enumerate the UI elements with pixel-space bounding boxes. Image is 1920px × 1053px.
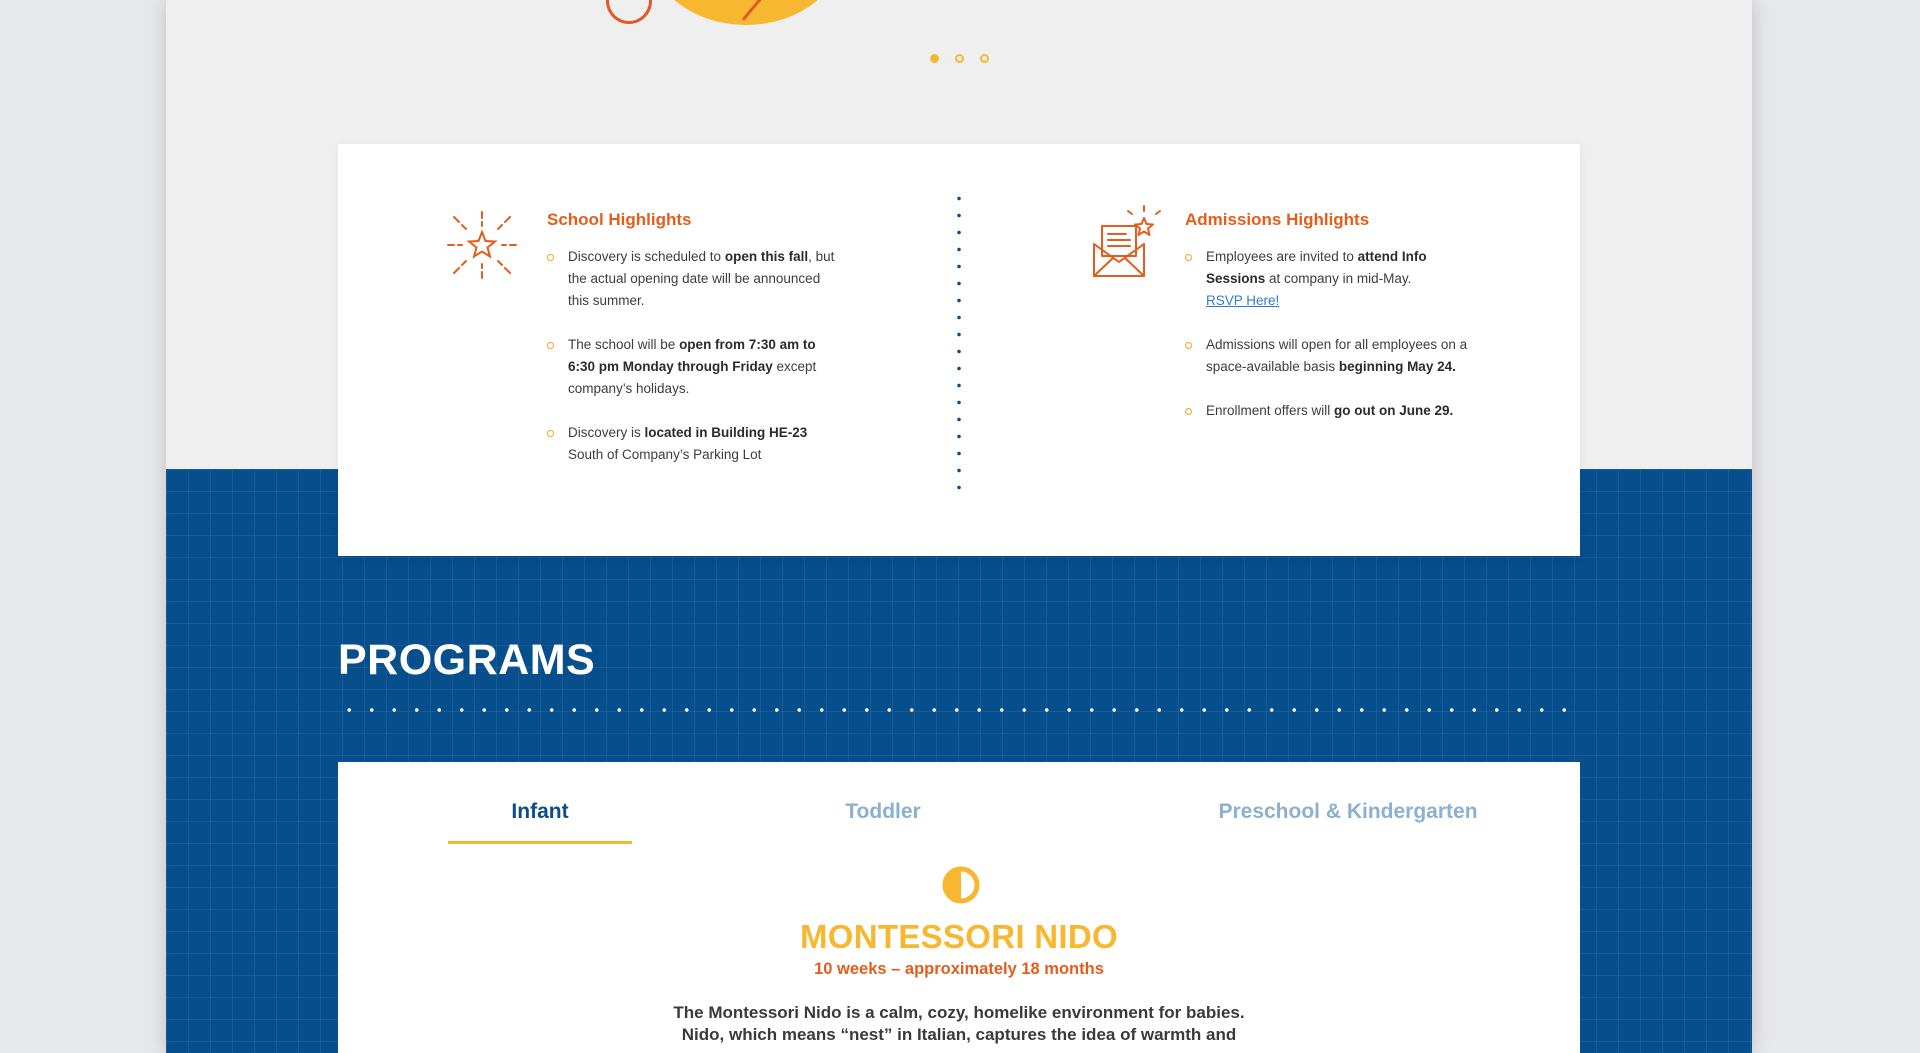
list-item: Discovery is scheduled to open this fall, but the actual opening date will be announced this summer.: [547, 246, 837, 312]
carousel-pagination: [166, 54, 1752, 63]
tab-preschool-kindergarten[interactable]: Preschool & Kindergarten: [1218, 800, 1478, 823]
list-item: Employees are invited to attend Info Sessions at company in mid-May. RSVP Here!: [1185, 246, 1485, 312]
program-name: MONTESSORI NIDO: [799, 918, 1119, 955]
half-circle-icon: [942, 866, 980, 904]
programs-divider: [338, 708, 1580, 712]
program-description: The Montessori Nido is a calm, cozy, homelike environment for babies. Nido, which means “nest” in Italian, captures the idea of warmth and: [673, 1003, 1245, 1044]
column-divider: [957, 190, 961, 500]
list-item: The school will be open from 7:30 am to 6:30 pm Monday through Friday except company’s holidays.: [547, 334, 837, 400]
list-item: Discovery is located in Building HE-23 South of Company’s Parking Lot: [547, 422, 837, 466]
tab-toddler[interactable]: Toddler: [845, 800, 921, 823]
tab-infant[interactable]: Infant: [511, 800, 569, 823]
admissions-highlights-list: [1185, 246, 1485, 444]
list-item: Enrollment offers will go out on June 29.: [1185, 400, 1485, 422]
programs-card: [338, 762, 1580, 1053]
carousel-dot-1[interactable]: [930, 54, 939, 63]
school-highlights-title: School Highlights: [547, 210, 692, 229]
admissions-highlights-title: Admissions Highlights: [1185, 210, 1370, 229]
envelope-star-icon: [1086, 204, 1162, 280]
carousel-dot-3[interactable]: [980, 54, 989, 63]
hero-illustration-swirl: [606, 0, 652, 24]
star-burst-icon: [444, 208, 520, 284]
programs-heading: PROGRAMS: [338, 636, 596, 684]
program-age-range: 10 weeks – approximately 18 months: [814, 960, 1104, 978]
carousel-dot-2[interactable]: [955, 54, 964, 63]
list-item: Admissions will open for all employees on a space-available basis beginning May 24.: [1185, 334, 1485, 378]
school-highlights-list: [547, 246, 837, 488]
active-tab-indicator: [448, 841, 632, 844]
rsvp-link[interactable]: RSVP Here!: [1206, 293, 1280, 308]
highlights-card: [338, 144, 1580, 556]
page: [166, 0, 1752, 1053]
